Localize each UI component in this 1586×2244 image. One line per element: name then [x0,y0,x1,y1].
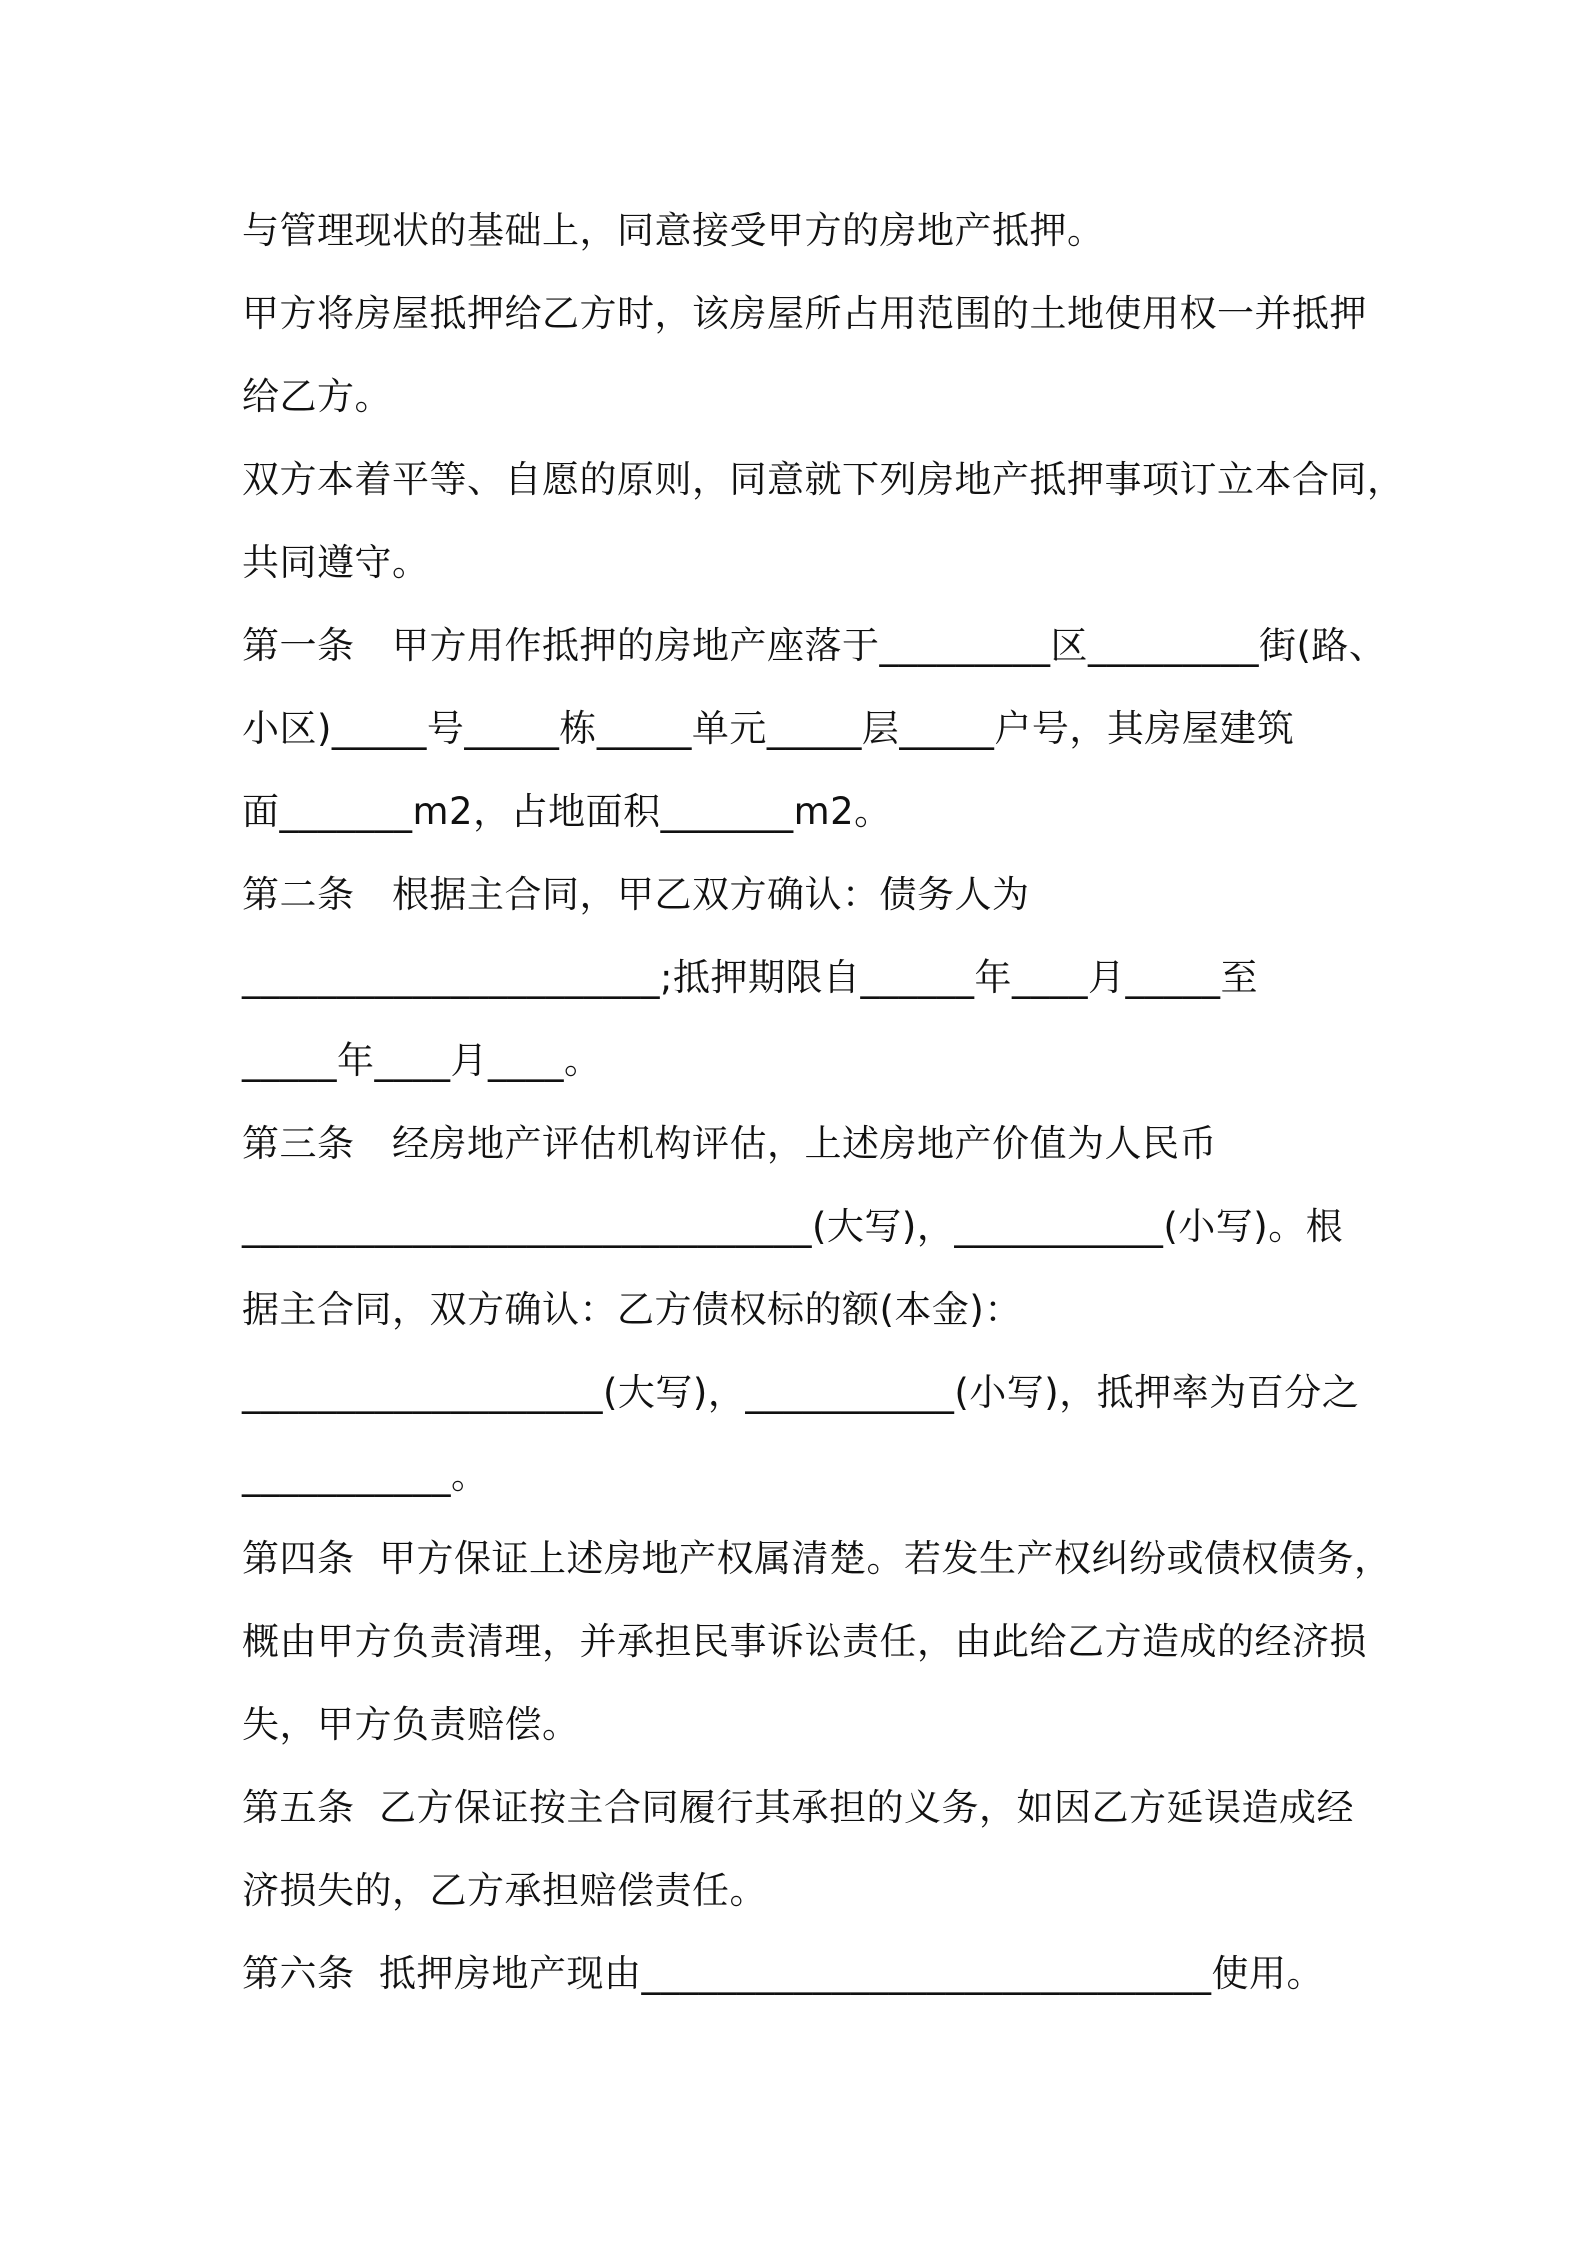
text-line: 第二条 根据主合同，甲乙双方确认：债务人为 [242,873,1030,916]
text-line: 第一条 甲方用作抵押的房地产座落于_________区_________街(路、 [242,624,1387,667]
text-line: 与管理现状的基础上，同意接受甲方的房地产抵押。 [242,209,1105,252]
text-line: 第三条 经房地产评估机构评估，上述房地产价值为人民币 [242,1122,1217,1165]
text-line: 给乙方。 [242,375,392,418]
text-line: 概由甲方负责清理，并承担民事诉讼责任，由此给乙方造成的经济损 [242,1620,1367,1663]
text-line: 失，甲方负责赔偿。 [242,1703,580,1746]
text-line: 据主合同，双方确认：乙方债权标的额(本金)： [242,1288,1022,1331]
text-line: 甲方将房屋抵押给乙方时，该房屋所占用范围的土地使用权一并抵押 [242,292,1367,335]
text-line: 第五条 乙方保证按主合同履行其承担的义务，如因乙方延误造成经 [242,1786,1355,1829]
text-line: ___________。 [242,1454,489,1497]
text-line: 双方本着平等、自愿的原则，同意就下列房地产抵押事项订立本合同， [242,458,1405,501]
text-line: 面_______m2，占地面积_______m2。 [242,790,892,833]
text-line: _____年____月____。 [242,1039,602,1082]
text-line: 小区)_____号_____栋_____单元_____层_____户号，其房屋建筑 [242,707,1295,750]
text-line: 共同遵守。 [242,541,430,584]
text-line: 济损失的，乙方承担赔偿责任。 [242,1869,767,1912]
text-line: 第六条 抵押房地产现由______________________________使用。 [242,1952,1325,1995]
text-line: ______________________;抵押期限自______年____月_____至 [242,956,1258,999]
text-line: 第四条 甲方保证上述房地产权属清楚。若发生产权纠纷或债权债务， [242,1537,1392,1580]
text-line: ___________________(大写)，___________(小写)，抵押率为百分之 [242,1371,1360,1414]
text-line: ______________________________(大写)，___________(小写)。根 [242,1205,1344,1248]
